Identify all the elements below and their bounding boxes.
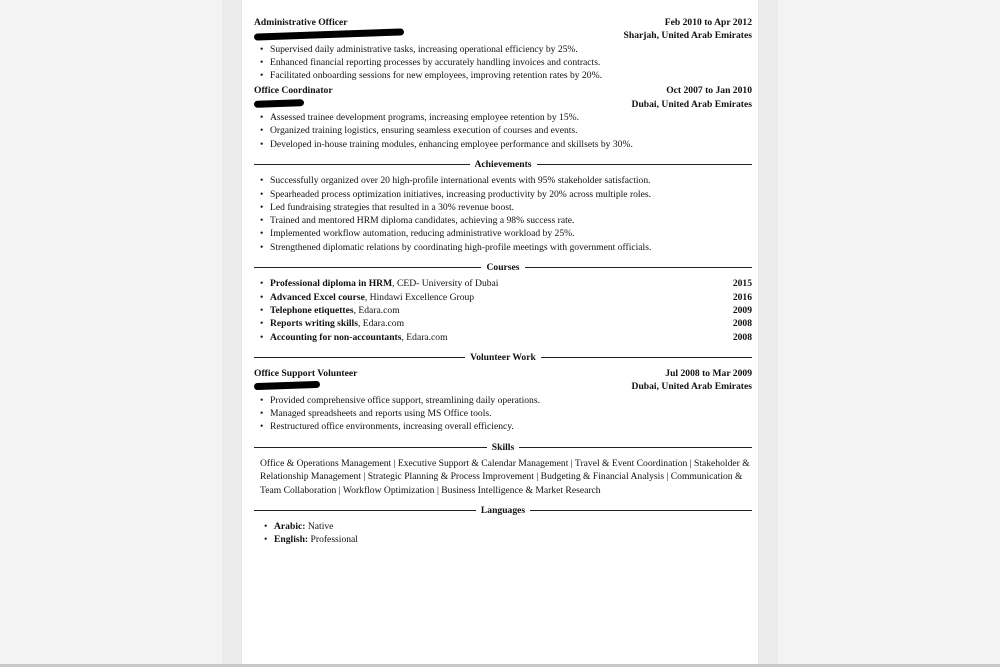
viewer-background-left [0, 0, 222, 667]
redaction-mark [254, 381, 320, 390]
course-item [270, 331, 752, 344]
heading-rule [254, 164, 470, 165]
course-org: , Edara.com [401, 331, 448, 343]
skills-heading [254, 441, 752, 454]
course-year: 2015 [732, 278, 752, 290]
resume-page [242, 0, 758, 667]
achievement-item: • Led fundraising strategies that resulted in a 30% revenue boost. [270, 201, 752, 214]
languages-heading [254, 504, 752, 517]
course-item [270, 291, 752, 304]
resume-content [254, 16, 752, 547]
section-title: Courses [486, 262, 520, 274]
course-name: Reports writing skills [270, 318, 358, 330]
redaction-mark [254, 99, 304, 108]
course-name: Telephone etiquettes [270, 304, 354, 316]
heading-rule [525, 267, 752, 268]
job-entry [254, 84, 752, 150]
courses-list [254, 277, 752, 343]
achievement-item: • Successfully organized over 20 high-profile international events with 95% stakeholder satisfaction. [270, 174, 752, 187]
languages-list [254, 520, 752, 547]
job-bullet: • Supervised daily administrative tasks, increasing operational efficiency by 25%. [270, 43, 752, 56]
job-location: Dubai, United Arab Emirates [631, 98, 752, 110]
heading-rule [254, 357, 465, 358]
achievements-heading [254, 158, 752, 171]
course-name: Advanced Excel course [270, 291, 365, 303]
course-item [270, 277, 752, 290]
skills-text: Office & Operations Management | Executive Support & Calendar Management | Travel & Event Coordination | Stakeholder & Relationship Management | Strategic Planning & Process Improvement | Budgeting & Financial Analysis | Communication & Team Collaboration | Workflow Optimization | Business Intelligence & Market Research [260, 457, 750, 496]
job-dates: Feb 2010 to Apr 2012 [664, 17, 752, 28]
language-item [270, 520, 752, 533]
course-org: , Edara.com [357, 318, 405, 330]
course-year: 2016 [732, 291, 752, 303]
job-entry [254, 16, 752, 82]
course-year: 2008 [732, 318, 752, 330]
course-org: , Edara.com [353, 304, 400, 316]
section-title: Volunteer Work [470, 351, 536, 363]
heading-rule [519, 447, 752, 448]
course-org: , CED- University of Dubai [392, 278, 499, 290]
courses-heading [254, 261, 752, 274]
job-bullet: • Organized training logistics, ensuring seamless execution of courses and events. [270, 124, 752, 137]
volunteer-heading [254, 351, 752, 364]
job-title: Administrative Officer [254, 17, 348, 28]
redaction-mark [254, 29, 404, 41]
course-item [270, 304, 752, 317]
job-location: Sharjah, United Arab Emirates [623, 30, 752, 42]
volunteer-bullet: • Provided comprehensive office support, streamlining daily operations. [270, 394, 752, 407]
language-name: Arabic: [274, 521, 306, 533]
heading-rule [530, 510, 752, 511]
course-name: Professional diploma in HRM [270, 278, 393, 290]
heading-rule [537, 164, 753, 165]
achievement-item: • Trained and mentored HRM diploma candidates, achieving a 98% success rate. [270, 214, 752, 227]
course-org: , Hindawi Excellence Group [364, 291, 475, 303]
job-bullets [254, 43, 752, 83]
job-bullet: • Facilitated onboarding sessions for new employees, improving retention rates by 20%. [270, 69, 752, 82]
heading-rule [254, 267, 481, 268]
achievement-item: • Spearheaded process optimization initiatives, increasing productivity by 20% across multiple roles. [270, 188, 752, 201]
achievement-item: • Implemented workflow automation, reducing administrative workload by 25%. [270, 227, 752, 240]
course-year: 2009 [732, 304, 752, 316]
job-bullet: • Enhanced financial reporting processes by accurately handling invoices and contracts. [270, 56, 752, 69]
job-bullet: • Assessed trainee development programs, increasing employee retention by 15%. [270, 111, 752, 124]
section-title: Skills [491, 441, 515, 453]
course-year: 2008 [732, 331, 752, 343]
heading-rule [254, 447, 487, 448]
course-name: Accounting for non-accountants [270, 331, 402, 343]
volunteer-entry [254, 367, 752, 433]
job-dates: Oct 2007 to Jan 2010 [666, 85, 752, 97]
heading-rule [254, 510, 476, 511]
achievement-item: • Strengthened diplomatic relations by coordinating high-profile meetings with government officials. [270, 241, 752, 254]
achievements-list [254, 174, 752, 254]
language-level: Professional [308, 534, 358, 546]
volunteer-location: Dubai, United Arab Emirates [631, 381, 752, 393]
course-item [270, 317, 752, 330]
job-bullets [254, 111, 752, 151]
section-title: Achievements [474, 158, 532, 170]
volunteer-bullet: • Restructured office environments, increasing overall efficiency. [270, 420, 752, 433]
viewer-background-right [778, 0, 1000, 667]
language-level: Native [305, 521, 334, 533]
volunteer-title: Office Support Volunteer [254, 368, 358, 380]
volunteer-bullets [254, 394, 752, 434]
language-name: English: [274, 534, 309, 546]
job-bullet: • Developed in-house training modules, enhancing employee performance and skillsets by 30%. [270, 138, 752, 151]
volunteer-dates: Jul 2008 to Mar 2009 [665, 368, 752, 380]
heading-rule [541, 357, 752, 358]
section-title: Languages [480, 504, 526, 516]
job-title: Office Coordinator [254, 85, 333, 97]
volunteer-bullet: • Managed spreadsheets and reports using MS Office tools. [270, 407, 752, 420]
language-item [270, 533, 752, 546]
